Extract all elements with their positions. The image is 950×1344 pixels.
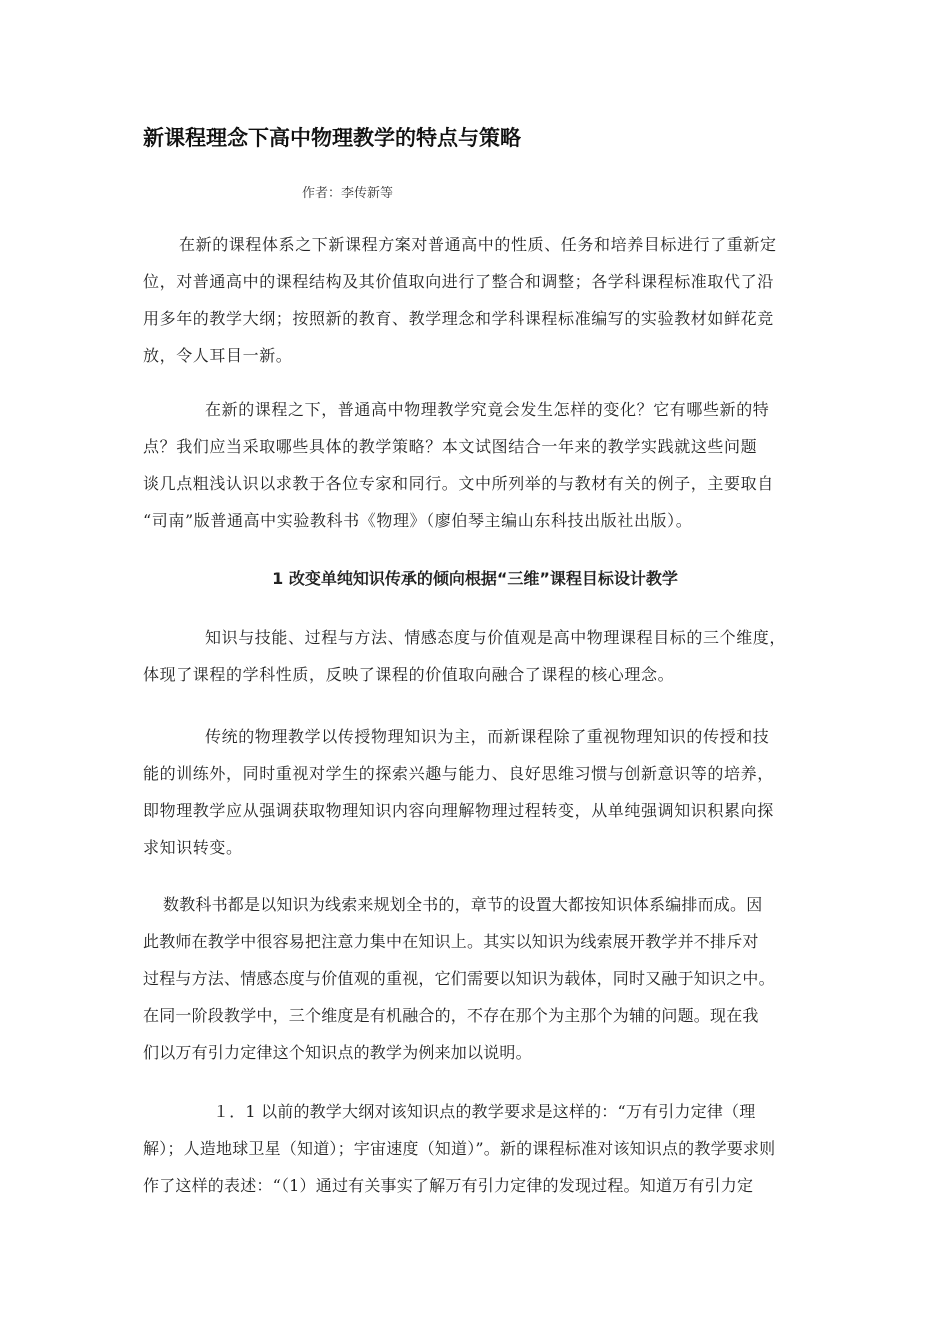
paragraph-line: 们以万有引力定律这个知识点的教学为例来加以说明。 xyxy=(143,1043,532,1062)
page-title: 新课程理念下高中物理教学的特点与策略 xyxy=(143,125,521,150)
paragraph-line: 此教师在教学中很容易把注意力集中在知识上。其实以知识为线索展开教学并不排斥对 xyxy=(143,932,759,951)
author-line: 作者：李传新等 xyxy=(302,186,394,201)
paragraph-line: 能的训练外，同时重视对学生的探索兴趣与能力、良好思维习惯与创新意识等的培养， xyxy=(143,764,774,783)
paragraph-line: 点？我们应当采取哪些具体的教学策略？本文试图结合一年来的教学实践就这些问题 xyxy=(143,437,758,456)
paragraph-line: 即物理教学应从强调获取物理知识内容向理解物理过程转变，从单纯强调知识积累向探 xyxy=(143,801,774,820)
paragraph-line: “司南”版普通高中实验教科书《物理》（廖伯琴主编山东科技出版社出版）。 xyxy=(143,511,693,530)
paragraph-dimensions xyxy=(143,619,809,693)
paragraph-line: 在同一阶段教学中，三个维度是有机融合的，不存在那个为主那个为辅的问题。现在我 xyxy=(143,1006,759,1025)
section-heading: 1 改变单纯知识传承的倾向根据“三维”课程目标设计教学 xyxy=(272,569,678,588)
paragraph-gravitation xyxy=(143,1093,809,1204)
paragraph-line: 位，对普通高中的课程结构及其价值取向进行了整合和调整；各学科课程标准取代了沿 xyxy=(143,272,774,291)
paragraph-line: 求知识转变。 xyxy=(143,838,243,857)
paragraph-line: 谈几点粗浅认识以求教于各位专家和同行。文中所列举的与教材有关的例子，主要取自 xyxy=(143,474,774,493)
paragraph-line: 过程与方法、情感态度与价值观的重视，它们需要以知识为载体，同时又融于知识之中。 xyxy=(143,969,775,988)
paragraph-line: １．1 以前的教学大纲对该知识点的教学要求是这样的：“万有引力定律（理 xyxy=(213,1102,756,1121)
paragraph-line: 数教科书都是以知识为线索来规划全书的，章节的设置大都按知识体系编排而成。因 xyxy=(163,895,763,914)
paragraph-intro-2 xyxy=(143,391,809,539)
paragraph-line: 传统的物理教学以传授物理知识为主，而新课程除了重视物理知识的传授和技 xyxy=(205,727,770,746)
paragraph-line: 体现了课程的学科性质，反映了课程的价值取向融合了课程的核心理念。 xyxy=(143,665,675,684)
paragraph-textbooks xyxy=(143,886,809,1071)
paragraph-line: 在新的课程体系之下新课程方案对普通高中的性质、任务和培养目标进行了重新定 xyxy=(179,235,777,254)
paragraph-line: 用多年的教学大纲；按照新的教育、教学理念和学科课程标准编写的实验教材如鲜花竞 xyxy=(143,309,774,328)
paragraph-line: 放，令人耳目一新。 xyxy=(143,346,293,365)
paragraph-line: 作了这样的表述：“（1）通过有关事实了解万有引力定律的发现过程。知道万有引力定 xyxy=(143,1176,754,1195)
paragraph-line: 解）；人造地球卫星（知道）；宇宙速度（知道）”。新的课程标准对该知识点的教学要求则 xyxy=(143,1139,776,1158)
paragraph-intro-1 xyxy=(143,226,809,374)
paragraph-line: 知识与技能、过程与方法、情感态度与价值观是高中物理课程目标的三个维度， xyxy=(205,628,787,647)
paragraph-line: 在新的课程之下，普通高中物理教学究竟会发生怎样的变化？它有哪些新的特 xyxy=(205,400,770,419)
paragraph-traditional xyxy=(143,718,809,866)
